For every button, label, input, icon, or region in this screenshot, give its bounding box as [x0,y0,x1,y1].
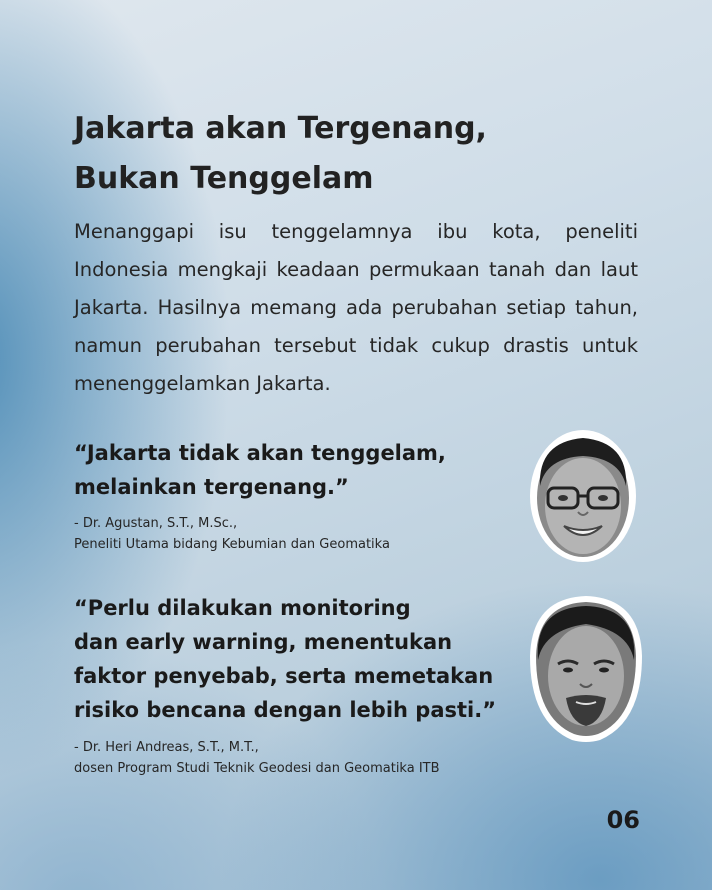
quote-1-attribution [74,513,390,555]
quote-2 [74,591,496,727]
page-number: 06 [606,806,640,834]
attribution-name: - Dr. Agustan, S.T., M.Sc., [74,516,238,531]
title-line-2: Bukan Tenggelam [74,161,374,196]
attribution-role: dosen Program Studi Teknik Geodesi dan Geomatika ITB [74,761,440,776]
portrait-agustan [528,428,638,568]
quote-2-attribution [74,737,440,779]
attribution-name: - Dr. Heri Andreas, S.T., M.T., [74,740,259,755]
attribution-role: Peneliti Utama bidang Kebumian dan Geomatika [74,537,390,552]
title-line-1: Jakarta akan Tergenang, [74,111,487,146]
body-paragraph: Menanggapi isu tenggelamnya ibu kota, peneliti Indonesia mengkaji keadaan permukaan tanah dan laut Jakarta. Hasilnya memang ada perubahan setiap tahun, namun perubahan tersebut tidak cukup drastis untuk menenggelamkan Jakarta. [74,220,638,395]
quote-1-line: “Jakarta tidak akan tenggelam, [74,441,446,465]
quote-2-line: dan early warning, menentukan [74,630,453,654]
quote-2-line: risiko bencana dengan lebih pasti.” [74,698,497,722]
quote-2-line: faktor penyebab, serta memetakan [74,664,494,688]
quote-2-line: “Perlu dilakukan monitoring [74,596,411,620]
page-title [74,104,634,204]
quote-1-line: melainkan tergenang.” [74,475,349,499]
portrait-heri-andreas [528,594,644,744]
quote-1 [74,436,446,504]
